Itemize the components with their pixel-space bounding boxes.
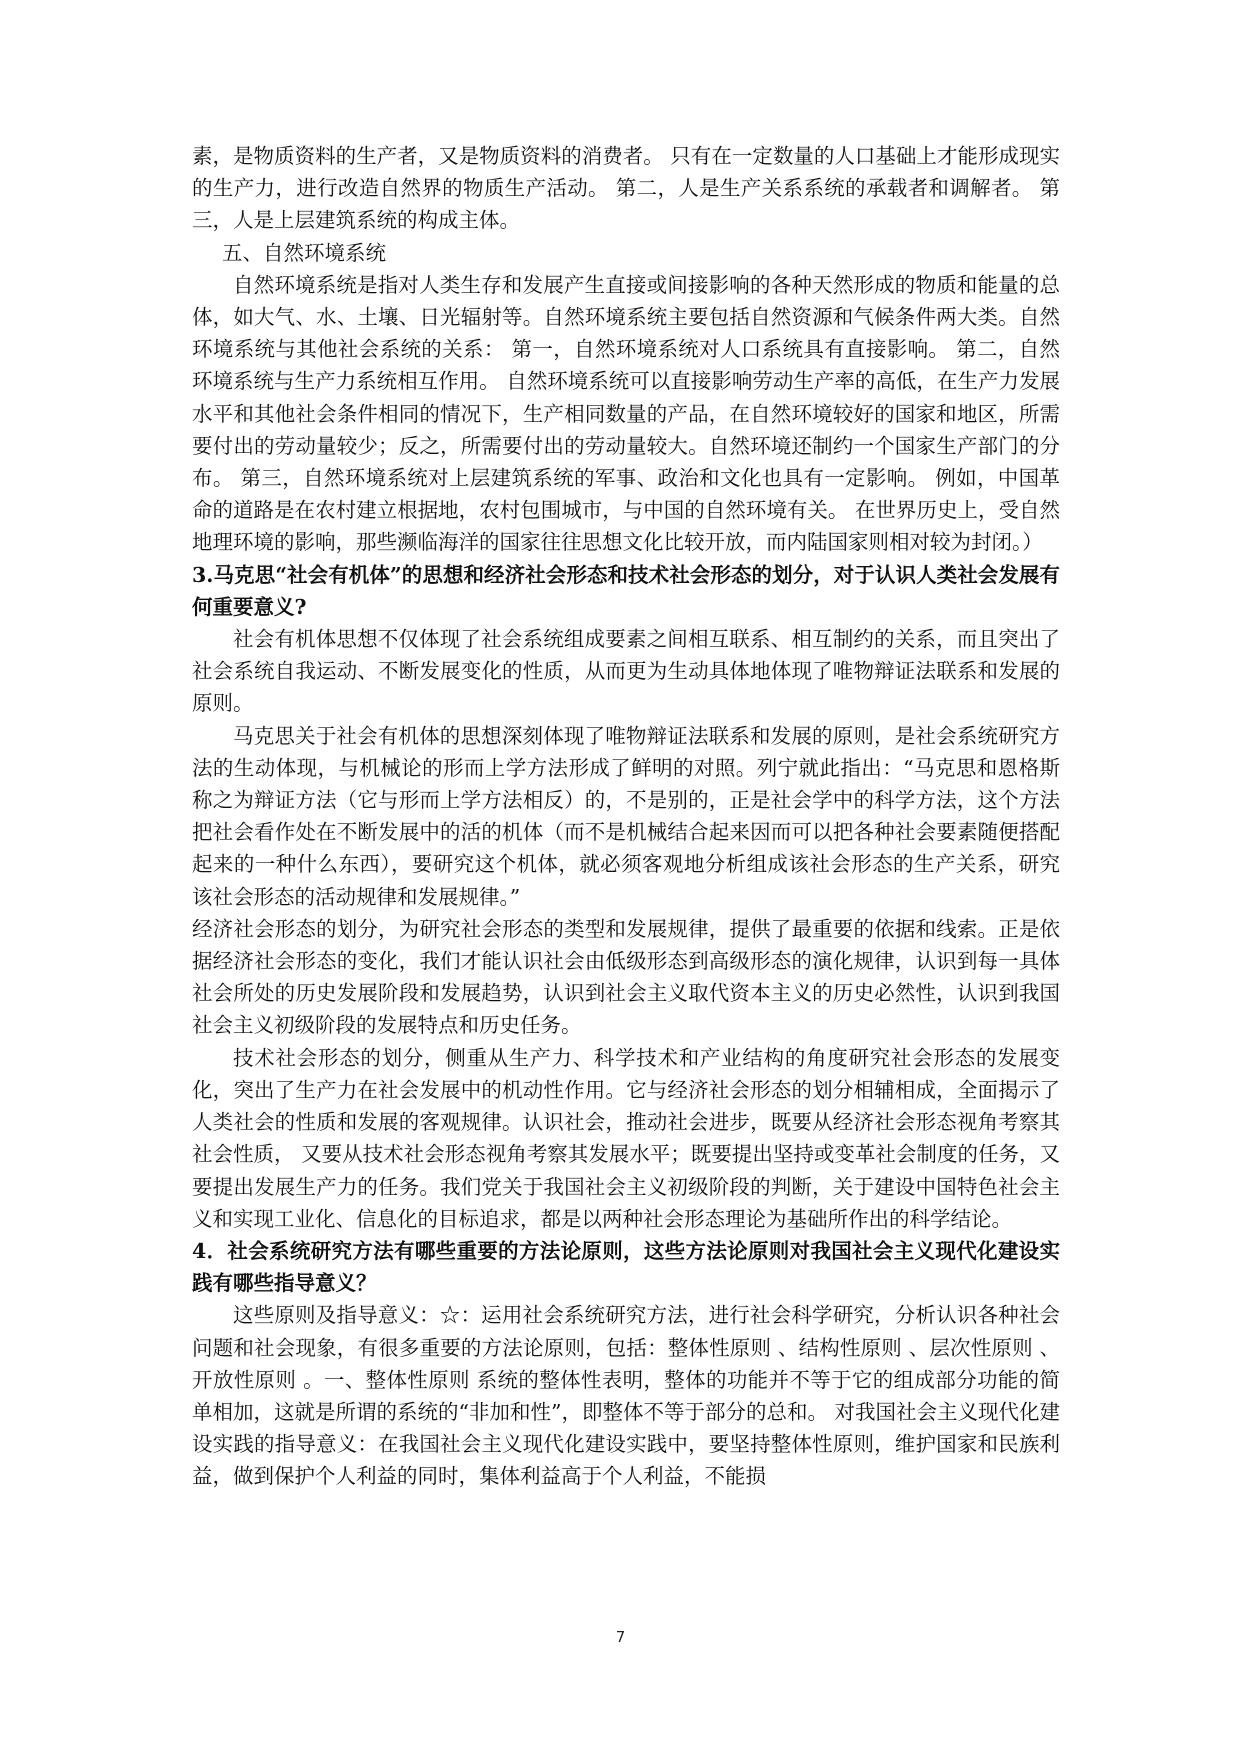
paragraph-technical-formation: 技术社会形态的划分，侧重从生产力、科学技术和产业结构的角度研究社会形态的发展变化，突出了生产力在社会发展中的机动性作用。它与经济社会形态的划分相辅相成，全面揭示了人类社会的性质和发展的客观规律。认识社会，推动社会进步，既要从经济社会形态视角考察其社会性质， 又要从技术社会形态视角考察其发展水平；既要提出坚持或变革社会制度的任务，又要提出发展生产力的任务。我们党关于我国社会主义初级阶段的判断，关于建设中国特色社会主义和实现工业化、信息化的目标追求，都是以两种社会形态理论为基础所作出的科学结论。 <box>192 1045 1060 1231</box>
paragraph-social-organism: 社会有机体思想不仅体现了社会系统组成要素之间相互联系、相互制约的关系，而且突出了社会系统自我运动、不断发展变化的性质，从而更为生动具体地体现了唯物辩证法联系和发展的原则。 <box>192 627 1060 716</box>
paragraph-marx-organism-method: 马克思关于社会有机体的思想深刻体现了唯物辩证法联系和发展的原则，是社会系统研究方法的生动体现，与机械论的形而上学方法形成了鲜明的对照。列宁就此指出：“马克思和恩格斯称之为辩证方法（它与形而上学方法相反）的，不是别的，正是社会学中的科学方法，这个方法把社会看作处在不断发展中的活的机体（而不是机械结合起来因而可以把各种社会要素随便搭配起来的一种什么东西），要研究这个机体，就必须客观地分析组成该社会形态的生产关系，研究该社会形态的活动规律和发展规律。” <box>192 723 1060 909</box>
paragraph-population-role: 素，是物质资料的生产者，又是物质资料的消费者。 只有在一定数量的人口基础上才能形成现实的生产力，进行改造自然界的物质生产活动。 第二，人是生产关系系统的承载者和调解者。 第三，人是上层建筑系统的构成主体。 <box>192 144 1060 233</box>
paragraph-economic-formation: 经济社会形态的划分，为研究社会形态的类型和发展规律，提供了最重要的依据和线索。正是依据经济社会形态的变化，我们才能认识社会由低级形态到高级形态的演化规律，认识到每一具体社会所处的历史发展阶段和发展趋势，认识到社会主义取代资本主义的历史必然性，认识到我国社会主义初级阶段的发展特点和历史任务。 <box>192 916 1060 1038</box>
page-number: 7 <box>615 1628 626 1646</box>
paragraph-natural-environment: 自然环境系统是指对人类生存和发展产生直接或间接影响的各种天然形成的物质和能量的总体，如大气、水、土壤、日光辐射等。自然环境系统主要包括自然资源和气候条件两大类。自然环境系统与其他社会系统的关系： 第一，自然环境系统对人口系统具有直接影响。 第二，自然环境系统与生产力系统相互作用。 自然环境系统可以直接影响劳动生产率的高低，在生产力发展水平和其他社会条件相同的情况下，生产相同数量的产品，在自然环境较好的国家和地区，所需要付出的劳动量较少；反之，所需要付出的劳动量较大。自然环境还制约一个国家生产部门的分布。 第三，自然环境系统对上层建筑系统的军事、政治和文化也具有一定影响。 例如，中国革命的道路是在农村建立根据地，农村包围城市，与中国的自然环境有关。 在世界历史上，受自然地理环境的影响，那些濒临海洋的国家往往思想文化比较开放，而内陆国家则相对较为封闭。） <box>192 272 1060 555</box>
section-heading-natural-environment: 五、自然环境系统 <box>222 240 386 265</box>
document-page <box>192 140 1060 1493</box>
question-4-heading: 4．社会系统研究方法有哪些重要的方法论原则，这些方法论原则对我国社会主义现代化建设实践有哪些指导意义？ <box>192 1238 1060 1296</box>
paragraph-methodology-principles: 这些原则及指导意义：☆：运用社会系统研究方法，进行社会科学研究，分析认识各种社会问题和社会现象，有很多重要的方法论原则，包括：整体性原则 、结构性原则 、层次性原则 、开放性原则 。一、整体性原则 系统的整体性表明，整体的功能并不等于它的组成部分功能的简单相加，这就是所谓的系统的“非加和性”，即整体不等于部分的总和。 对我国社会主义现代化建设实践的指导意义：在我国社会主义现代化建设实践中，要坚持整体性原则，维护国家和民族利益，做到保护个人利益的同时，集体利益高于个人利益，不能损 <box>192 1303 1060 1489</box>
question-3-heading: 3.马克思“社会有机体”的思想和经济社会形态和技术社会形态的划分，对于认识人类社会发展有何重要意义? <box>192 562 1060 619</box>
